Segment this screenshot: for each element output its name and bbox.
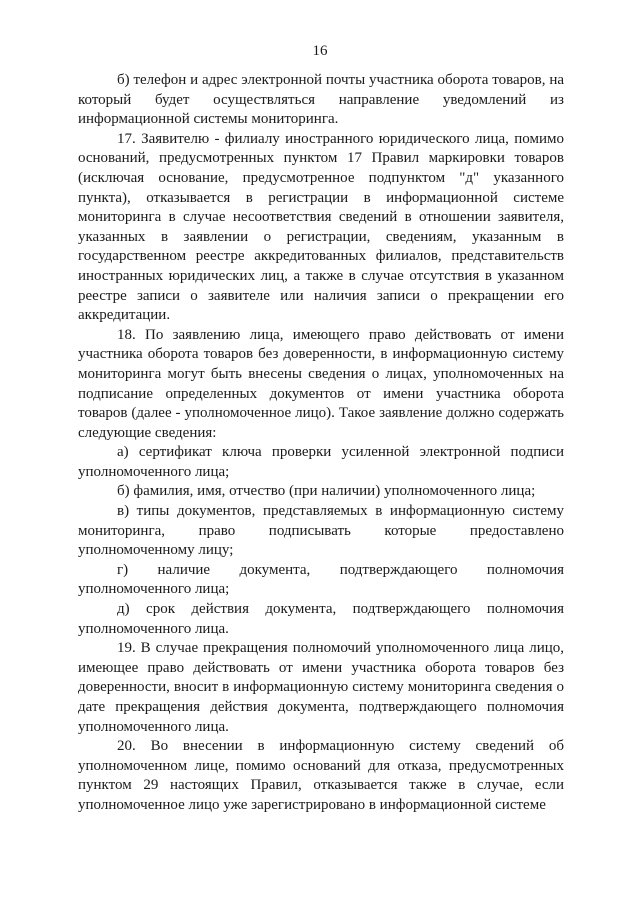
list-item-g-authority-document: г) наличие документа, подтверждающего полномочия уполномоченного лица; bbox=[78, 561, 564, 598]
list-item-b-full-name: б) фамилия, имя, отчество (при наличии) уполномоченного лица; bbox=[117, 483, 536, 500]
document-body bbox=[78, 71, 564, 816]
paragraph-6b-phone-email: б) телефон и адрес электронной почты участника оборота товаров, на который будет осуществляться направление уведомлений из информационной системы мониторинга. bbox=[78, 72, 564, 128]
paragraph-18-authorized-persons: 18. По заявлению лица, имеющего право действовать от имени участника оборота товаров без доверенности, в информационную систему мониторинга могут быть внесены сведения о лицах, уполномоченных на подписание определенных документов от имени участника оборота товаров (далее - уполномоченное лицо). Такое заявление должно содержать следующие сведения: bbox=[78, 326, 564, 441]
page-number: 16 bbox=[312, 43, 328, 59]
paragraph-17-foreign-branch: 17. Заявителю - филиалу иностранного юридического лица, помимо оснований, предусмотренных пунктом 17 Правил маркировки товаров (исключая основание, предусмотренное подпунктом "д" указанного пункта), отказывается в регистрации в информационной системе мониторинга в случае несоответствия сведений в отношении заявителя, указанных в заявлении о регистрации, сведениям, указанным в государственном реестре аккредитованных филиалов, представительств иностранных юридических лиц, а также в случае отсутствия в указанном реестре записи о заявителе или наличия записи о прекращении его аккредитации. bbox=[78, 130, 564, 324]
paragraph-20-refusal: 20. Во внесении в информационную систему сведений об уполномоченном лице, помимо оснований для отказа, предусмотренных пунктом 29 настоящих Правил, отказывается также в случае, если уполномоченное лицо уже зарегистрировано в информационной системе bbox=[78, 738, 564, 813]
paragraph-19-termination: 19. В случае прекращения полномочий уполномоченного лица лицо, имеющее право действовать от имени участника оборота товаров без доверенности, вносит в информационную систему мониторинга сведения о дате прекращения действия документа, подтверждающего полномочия уполномоченного лица. bbox=[78, 640, 564, 735]
list-item-d-validity-period: д) срок действия документа, подтверждающего полномочия уполномоченного лица. bbox=[78, 601, 564, 637]
list-item-v-document-types: в) типы документов, представляемых в информационную систему мониторинга, право подписывать которые предоставлено уполномоченному лицу; bbox=[78, 503, 564, 559]
list-item-a-certificate: а) сертификат ключа проверки усиленной электронной подписи уполномоченного лица; bbox=[78, 444, 564, 480]
